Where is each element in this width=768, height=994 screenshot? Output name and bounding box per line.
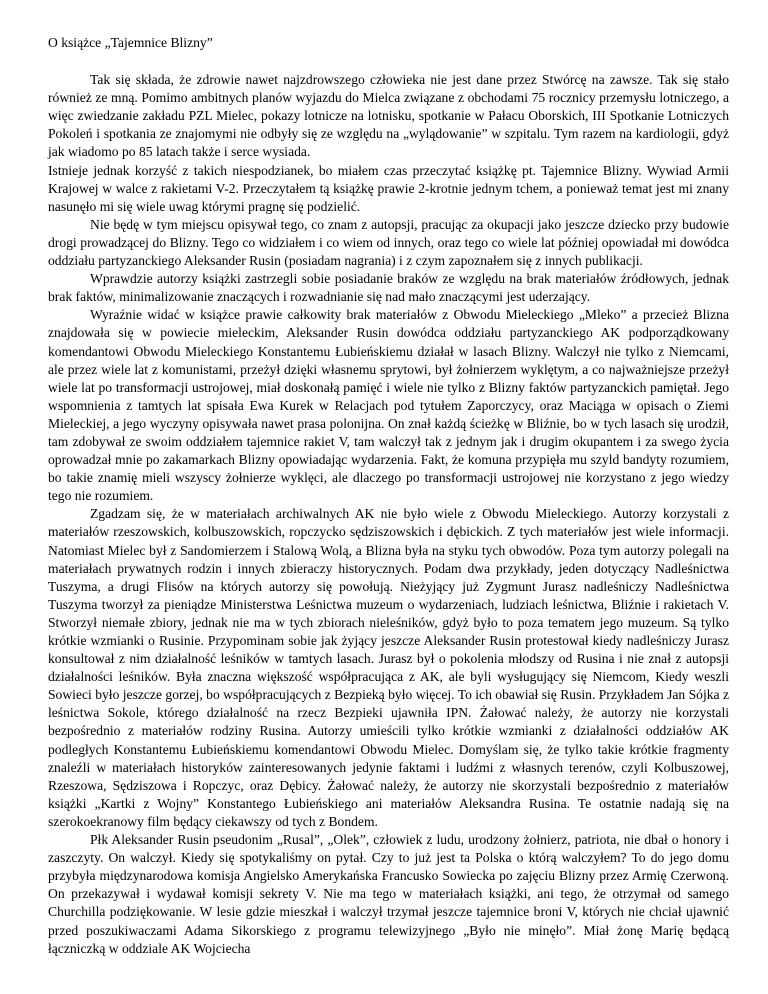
paragraph-2: Istnieje jednak korzyść z takich niespodzianek, bo miałem czas przeczytać książkę pt. Tajemnice Blizny. Wywiad Armii Krajowej w walce z rakietami V-2. Przeczytałem tą książkę prawie 2-krotnie jednym tchem, a ponieważ temat jest mi znany nasunęło mi się wiele uwag którymi pragnę się podzielić. [48, 162, 729, 214]
paragraph-1: Tak się składa, że zdrowie nawet najzdrowszego człowieka nie jest dane przez Stwórcę na zawsze. Tak się stało również ze mną. Pomimo ambitnych planów wyjazdu do Mielca związane z obchodami 75 rocznicy przemysłu lotniczego, a więc zwiedzanie zakładu PZL Mielec, pokazy lotnicze na lotnisku, spotkanie w Pałacu Oborskich, III Spotkanie Lotniczych Pokoleń i spotkania ze znajomymi nie odbyły się ze względu na „wylądowanie” w szpitalu. Tym razem na kardiologii, gdyż jak wiadomo po 85 latach także i serce wysiada. [48, 72, 729, 160]
document-page [48, 34, 729, 958]
paragraph-6: Zgadzam się, że w materiałach archiwalnych AK nie było wiele z Obwodu Mieleckiego. Autorzy korzystali z materiałów rzeszowskich, kolbuszowskich, ropczycko sędziszowskich i dębickich. Z tych materiałów jest wiele informacji. Natomiast Mielec był z Sandomierzem i Stalową Wolą, a Blizna była na styku tych obwodów. Poza tym autorzy polegali na materiałach prywatnych rodzin i innych zbieraczy historycznych. Podam dwa przykłady, jeden dotyczący Nadleśnictwa Tuszyma, a drugi Flisów na których autorzy się powołują. Nieżyjący już Zygmunt Jurasz nadleśniczy Nadleśnictwa Tuszyma tworzył za pieniądze Ministerstwa Leśnictwa muzeum o wydarzeniach, ludziach leśnictwa, Bliźnie i rakietach V. Stworzył niemałe zbiory, jednak nie ma w tych zbiorach nieleśników, gdyż było to poza tematem jego muzeum. Są tylko krótkie wzmianki o Rusinie. Przypominam sobie jak żyjący jeszcze Aleksander Rusin protestował kiedy nadleśniczy Jurasz konsultował z nim działalność leśników w tamtych lasach. Jurasz był o pokolenia młodszy od Rusina i nie znał z autopsji działalności leśników. Była znaczna większość współpracująca z AK, ale byli wysługujący się Niemcom, Kiedy weszli Sowieci było jeszcze gorzej, bo współpracujących z Bezpieką było więcej. To ich obawiał się Rusin. Przykładem Jan Sójka z leśnictwa Sokole, którego działalność na rzecz Bezpieki ujawniła IPN. Żałować należy, że autorzy nie korzystali bezpośrednio z materiałów rodziny Rusina. Autorzy umieścili tylko krótkie wzmianki z działalności oddziałów AK podległych Konstantemu Łubieńskiemu komendantowi Obwodu Mielec. Domyślam się, że tylko takie krótkie fragmenty znaleźli w materiałach historyków zainteresowanych jedynie faktami i ludźmi z własnych terenów, czyli Kolbuszowej, Rzeszowa, Sędziszowa i Ropczyc, oraz Dębicy. Żałować należy, że autorzy nie skorzystali bezpośrednio z materiałów książki „Kartki z Wojny” Konstantego Łubieńskiego ani materiałów Aleksandra Rusina. Te ostatnie nadają się na szerokoekranowy film będący ciekawszy od tych z Bondem. [48, 506, 729, 829]
document-title: O książce „Tajemnice Blizny” [48, 35, 213, 50]
paragraph-3: Nie będę w tym miejscu opisywał tego, co znam z autopsji, pracując za okupacji jako jeszcze dziecko przy budowie drogi prowadzącej do Blizny. Tego co widziałem i co wiem od innych, oraz tego co wiele lat później opowiadał mi dowódca oddziału partyzanckiego Aleksander Rusin (posiadam nagrania) i z czym zapoznałem się z innych publikacji. [48, 216, 729, 269]
document-body [48, 71, 729, 958]
paragraph-4: Wprawdzie autorzy książki zastrzegli sobie posiadanie braków ze względu na brak materiałów źródłowych, jednak brak faktów, minimalizowanie znaczących i rozwadnianie się nad mało znaczącymi jest uderzający. [48, 271, 729, 305]
paragraph-5: Wyraźnie widać w książce prawie całkowity brak materiałów z Obwodu Mieleckiego „Mleko” a przecież Blizna znajdowała się w powiecie mieleckim, Aleksander Rusin dowódca oddziału partyzanckiego AK podporządkowany komendantowi Obwodu Mieleckiego Konstantemu Łubieńskiemu działał w lasach Blizny. Walczył nie tylko z Niemcami, ale przez wiele lat z komunistami, przeżył dzięki własnemu sprytowi, był żołnierzem wyklętym, a co najważniejsze przeżył wiele lat po transformacji ustrojowej, miał doskonałą pamięć i wiele nie tylko z Blizny faktów partyzanckich pamiętał. Jego wspomnienia z tamtych lat spisała Ewa Kurek w Relacjach pod tytułem Zaporczycy, oraz Maciąga w opisach o Ziemi Mieleckiej, a jego wyczyny opisywała nawet prasa polonijna. On znał każdą ścieżkę w Bliźnie, bo w tych lasach się urodził, tam zdobywał ze swoim oddziałem tajemnice rakiet V, tam walczył tak z jednym jak i drugim okupantem i za swego życia oprowadzał mnie po zakamarkach Blizny opowiadając wydarzenia. Fakt, że komuna przypięła mu szyld bandyty rozumiem, bo takie znamię mieli wszyscy żołnierze wyklęci, ale dlaczego po transformacji ustrojowej nie korzystano z jego wiedzy tego nie rozumiem. [48, 307, 729, 504]
paragraph-7: Płk Aleksander Rusin pseudonim „Rusal”, „Olek”, człowiek z ludu, urodzony żołnierz, patriota, nie dbał o honory i zaszczyty. On walczył. Kiedy się spotykaliśmy on pytał. Czy to już jest ta Polska o którą walczyłem? To do jego domu przybyła międzynarodowa komisja Angielsko Amerykańska Francusko Sowiecka po zajęciu Blizny przez Armię Czerwoną. On przekazywał i wydawał komisji sekrety V. Nie ma tego w materiałach książki, ani tego, że otrzymał od samego Churchilla podziękowanie. W lesie gdzie mieszkał i walczył trzymał jeszcze tajemnice broni V, których nie chciał ujawnić przed poszukiwaczami Adama Sikorskiego z programu telewizyjnego „Było nie minęło”. Miał żonę Marię będącą łączniczką w oddziale AK Wojciecha [48, 832, 729, 956]
